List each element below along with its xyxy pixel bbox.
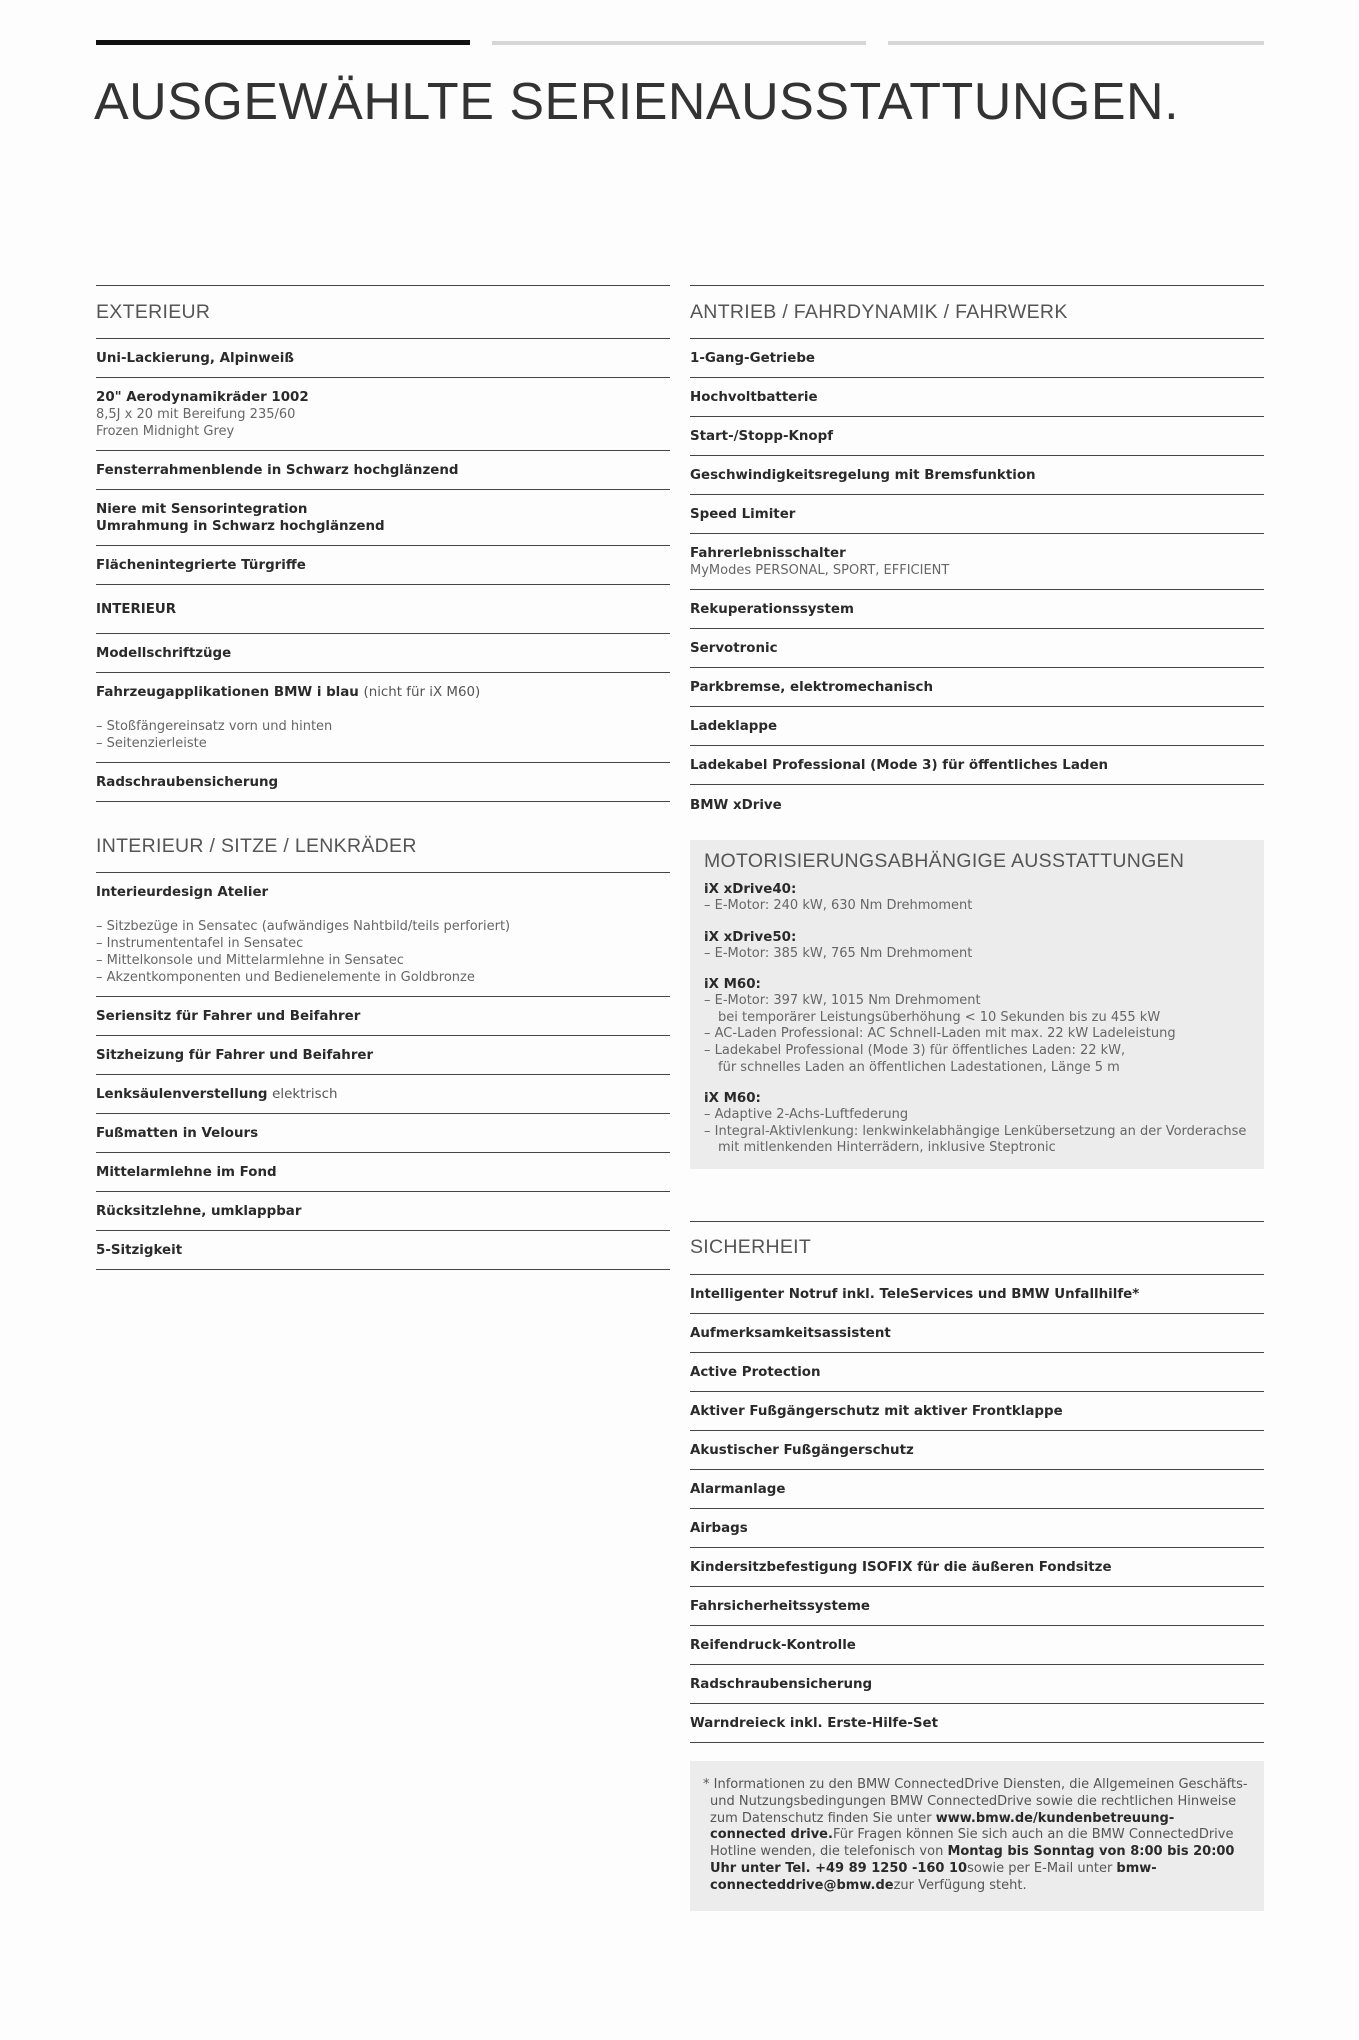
engine-block bbox=[704, 881, 1251, 915]
item-detail: – Stoßfängereinsatz vorn und hinten bbox=[96, 719, 333, 734]
sicherheit-list bbox=[690, 1275, 1264, 1743]
item-title-text: Start-/Stopp-Knopf bbox=[690, 429, 834, 444]
list-item-interieur bbox=[96, 585, 670, 634]
item-title bbox=[96, 884, 670, 901]
engine-name: iX xDrive50: bbox=[704, 929, 797, 945]
list-item bbox=[96, 673, 670, 763]
item-title bbox=[690, 545, 1264, 562]
list-item bbox=[96, 873, 670, 997]
item-title bbox=[690, 679, 1264, 696]
list-item bbox=[690, 668, 1264, 707]
item-detail: – Mittelkonsole und Mittelarmlehne in Sensatec bbox=[96, 953, 404, 968]
item-title: Aktiver Fußgängerschutz mit aktiver Frontklappe bbox=[690, 1403, 1063, 1419]
item-title-text: Fensterrahmenblende in Schwarz hochglänzend bbox=[96, 463, 459, 478]
item-detail: – Akzentkomponenten und Bedienelemente in Goldbronze bbox=[96, 970, 475, 985]
item-title: Intelligenter Notruf inkl. TeleServices und BMW Unfallhilfe* bbox=[690, 1286, 1140, 1302]
list-item bbox=[690, 1665, 1264, 1704]
item-title-text: Rücksitzlehne, umklappbar bbox=[96, 1204, 302, 1219]
item-title bbox=[96, 501, 670, 518]
spacer bbox=[96, 901, 670, 918]
list-item bbox=[690, 707, 1264, 746]
engine-detail: – Ladekabel Professional (Mode 3) für öffentliches Laden: 22 kW, bbox=[704, 1042, 1126, 1058]
list-item bbox=[96, 1114, 670, 1153]
item-title-text: Sitzheizung für Fahrer und Beifahrer bbox=[96, 1048, 374, 1063]
item-title: Active Protection bbox=[690, 1364, 821, 1380]
item-title-text: Fußmatten in Velours bbox=[96, 1126, 259, 1141]
item-title bbox=[96, 684, 670, 701]
page-tabs bbox=[96, 40, 1264, 45]
footnote-text: sowie per E-Mail unter bbox=[967, 1860, 1117, 1876]
engine-detail: – E-Motor: 385 kW, 765 Nm Drehmoment bbox=[704, 945, 973, 961]
item-title-text: Uni-Lackierung, Alpinweiß bbox=[96, 351, 294, 366]
page-title: AUSGEWÄHLTE SERIENAUSSTATTUNGEN. bbox=[94, 73, 1180, 131]
item-title bbox=[96, 1047, 670, 1064]
list-item bbox=[690, 1548, 1264, 1587]
item-title bbox=[96, 389, 670, 406]
item-extra: elektrisch bbox=[272, 1087, 338, 1102]
footnote-link[interactable]: www.bmw.de/kundenbetreuung-connected drive. bbox=[710, 1810, 1175, 1843]
antrieb-list bbox=[690, 339, 1264, 785]
item-detail: 8,5J x 20 mit Bereifung 235/60 bbox=[96, 407, 296, 422]
item-title-text: Fahrzeugapplikationen BMW i blau bbox=[96, 685, 359, 700]
item-title-text: Fahrerlebnisschalter bbox=[690, 546, 846, 561]
section-title-motorisierung: MOTORISIERUNGSABHÄNGIGE AUSSTATTUNGEN bbox=[704, 850, 1185, 872]
item-title-text: Lenksäulenverstellung bbox=[96, 1087, 268, 1102]
sicherheit-section bbox=[690, 1221, 1264, 1743]
footnote-hotline: Montag bis Sonntag von 8:00 bis 20:00 Uhr unter Tel. +49 89 1250 -160 10 bbox=[710, 1844, 1235, 1876]
item-title-text: Rekuperationssystem bbox=[690, 602, 854, 617]
section-title-sicherheit: SICHERHEIT bbox=[690, 1221, 1264, 1275]
item-detail: – Instrumententafel in Sensatec bbox=[96, 936, 304, 951]
footnote-text: zur Verfügung steht. bbox=[893, 1877, 1027, 1893]
list-item bbox=[690, 339, 1264, 378]
list-item bbox=[690, 495, 1264, 534]
item-title: Akustischer Fußgängerschutz bbox=[690, 1442, 914, 1458]
engine-detail: mit mitlenkenden Hinterrädern, inklusive Steptronic bbox=[718, 1140, 1056, 1156]
item-title-text: Ladekabel Professional (Mode 3) für öffentliches Laden bbox=[690, 758, 1109, 773]
item-detail: MyModes PERSONAL, SPORT, EFFICIENT bbox=[690, 563, 950, 578]
left-column bbox=[96, 285, 670, 1270]
footnote-email[interactable]: bmw-connecteddrive@bmw.de bbox=[710, 1860, 1157, 1893]
engine-block bbox=[704, 976, 1251, 1076]
item-title-line2: Umrahmung in Schwarz hochglänzend bbox=[96, 519, 385, 534]
item-title bbox=[96, 557, 670, 574]
list-item bbox=[690, 1587, 1264, 1626]
item-title: Airbags bbox=[690, 1520, 748, 1536]
list-item bbox=[690, 1704, 1264, 1743]
item-title: Fahrsicherheitssysteme bbox=[690, 1598, 871, 1614]
list-item bbox=[690, 378, 1264, 417]
list-item bbox=[690, 746, 1264, 785]
item-title bbox=[96, 1008, 670, 1025]
engine-block bbox=[704, 1090, 1251, 1157]
list-item bbox=[96, 1231, 670, 1270]
list-item bbox=[690, 1353, 1264, 1392]
item-extra: (nicht für iX M60) bbox=[363, 685, 481, 700]
item-title bbox=[690, 601, 1264, 618]
list-item bbox=[690, 534, 1264, 590]
item-title-text: Flächenintegrierte Türgriffe bbox=[96, 558, 306, 573]
list-item bbox=[690, 1470, 1264, 1509]
list-item bbox=[690, 1626, 1264, 1665]
interieur-list bbox=[96, 634, 670, 802]
item-title: Reifendruck-Kontrolle bbox=[690, 1637, 856, 1653]
item-title-text: Mittelarmlehne im Fond bbox=[96, 1165, 277, 1180]
item-title-text: Parkbremse, elektromechanisch bbox=[690, 680, 933, 695]
list-item bbox=[96, 451, 670, 490]
engine-name: iX xDrive40: bbox=[704, 882, 797, 897]
item-title bbox=[96, 774, 670, 791]
list-item bbox=[96, 378, 670, 451]
section-title-sitze: INTERIEUR / SITZE / LENKRÄDER bbox=[96, 820, 670, 873]
list-item bbox=[690, 1275, 1264, 1314]
list-item bbox=[690, 1509, 1264, 1548]
item-title bbox=[96, 1203, 670, 1220]
item-title bbox=[96, 462, 670, 479]
engine-detail: – Adaptive 2-Achs-Luftfederung bbox=[704, 1107, 909, 1123]
item-title-text: Ladeklappe bbox=[690, 719, 778, 734]
item-title: Alarmanlage bbox=[690, 1481, 786, 1497]
exterieur-list bbox=[96, 339, 670, 585]
item-title-text: Hochvoltbatterie bbox=[690, 390, 818, 405]
engine-detail: – Integral-Aktivlenkung: lenkwinkelabhängige Lenkübersetzung an der Vorderachse bbox=[704, 1123, 1247, 1139]
list-item bbox=[96, 634, 670, 673]
item-title bbox=[96, 1086, 670, 1103]
section-title-antrieb: ANTRIEB / FAHRDYNAMIK / FAHRWERK bbox=[690, 285, 1264, 339]
footnote-text: * Informationen zu den BMW ConnectedDrive Diensten, die Allgemeinen Geschäfts- und Nutzungsbedingungen BMW ConnectedDrive sowie die rechtlichen Hinweise zum Datenschutz finden Sie unter bbox=[703, 1776, 1248, 1826]
engine-detail: für schnelles Laden an öffentlichen Ladestationen, Länge 5 m bbox=[718, 1059, 1120, 1075]
list-item bbox=[96, 1192, 670, 1231]
list-item bbox=[690, 1431, 1264, 1470]
item-title-text: Servotronic bbox=[690, 641, 778, 656]
item-title: Radschraubensicherung bbox=[690, 1676, 873, 1692]
list-item bbox=[690, 1314, 1264, 1353]
list-item bbox=[96, 1075, 670, 1114]
item-title: Warndreieck inkl. Erste-Hilfe-Set bbox=[690, 1715, 939, 1731]
item-title-text: Seriensitz für Fahrer und Beifahrer bbox=[96, 1009, 361, 1024]
engine-block bbox=[704, 929, 1251, 963]
section-title-exterieur: EXTERIEUR bbox=[96, 285, 670, 339]
item-title-text: Radschraubensicherung bbox=[96, 775, 279, 790]
list-item bbox=[690, 1392, 1264, 1431]
item-title bbox=[690, 428, 1264, 445]
list-item bbox=[96, 490, 670, 546]
item-title bbox=[96, 1125, 670, 1142]
item-title: Kindersitzbefestigung ISOFIX für die äußeren Fondsitze bbox=[690, 1559, 1112, 1575]
list-item bbox=[690, 590, 1264, 629]
list-item bbox=[96, 997, 670, 1036]
footnote-text: Für Fragen können Sie sich auch an die BMW ConnectedDrive Hotline wenden, die telefonisch von bbox=[710, 1827, 1234, 1860]
item-title bbox=[690, 718, 1264, 735]
item-title-text: Speed Limiter bbox=[690, 507, 796, 522]
right-column bbox=[690, 285, 1264, 1911]
item-title bbox=[96, 1242, 670, 1259]
item-detail: Frozen Midnight Grey bbox=[96, 424, 235, 439]
item-title-text: Niere mit Sensorintegration bbox=[96, 502, 308, 517]
engine-detail: – AC-Laden Professional: AC Schnell-Laden mit max. 22 kW Ladeleistung bbox=[704, 1026, 1176, 1042]
item-title: INTERIEUR bbox=[96, 602, 177, 617]
engine-name: iX M60: bbox=[704, 977, 761, 993]
item-detail: – Seitenzierleiste bbox=[96, 736, 207, 751]
item-title bbox=[690, 640, 1264, 657]
item-title-text: 5-Sitzigkeit bbox=[96, 1243, 183, 1258]
tab-indicator bbox=[888, 41, 1264, 45]
item-detail: – Sitzbezüge in Sensatec (aufwändiges Nahtbild/teils perforiert) bbox=[96, 919, 511, 934]
item-title bbox=[96, 1164, 670, 1181]
engine-detail: – E-Motor: 240 kW, 630 Nm Drehmoment bbox=[704, 898, 973, 913]
item-title-text: Interieurdesign Atelier bbox=[96, 885, 269, 900]
spacer bbox=[96, 701, 670, 718]
list-item bbox=[96, 1153, 670, 1192]
item-title bbox=[96, 350, 670, 367]
list-item bbox=[690, 456, 1264, 495]
item-title-text: Geschwindigkeitsregelung mit Bremsfunktion bbox=[690, 468, 1036, 483]
item-title bbox=[690, 389, 1264, 406]
item-title: BMW xDrive bbox=[690, 798, 782, 813]
footnote bbox=[690, 1761, 1264, 1911]
engine-detail: bei temporärer Leistungsüberhöhung < 10 Sekunden bis zu 455 kW bbox=[718, 1009, 1161, 1025]
list-item bbox=[96, 1036, 670, 1075]
motorisierung-box bbox=[690, 840, 1264, 1169]
engine-name: iX M60: bbox=[704, 1091, 761, 1107]
item-title bbox=[690, 757, 1264, 774]
list-item bbox=[96, 339, 670, 378]
list-item bbox=[690, 417, 1264, 456]
list-item bbox=[690, 785, 1264, 824]
item-title: Aufmerksamkeitsassistent bbox=[690, 1325, 891, 1341]
list-item bbox=[96, 763, 670, 802]
tab-indicator-active bbox=[96, 40, 470, 45]
item-title bbox=[690, 467, 1264, 484]
list-item bbox=[690, 629, 1264, 668]
item-title bbox=[690, 506, 1264, 523]
sitze-list bbox=[96, 873, 670, 1270]
item-title-text: Modellschriftzüge bbox=[96, 646, 232, 661]
tab-indicator bbox=[492, 41, 866, 45]
item-title-text: 1-Gang-Getriebe bbox=[690, 351, 815, 366]
item-title bbox=[690, 350, 1264, 367]
item-title-text: 20" Aerodynamikräder 1002 bbox=[96, 390, 309, 405]
item-title bbox=[96, 645, 670, 662]
engine-list bbox=[704, 881, 1251, 1157]
engine-detail: – E-Motor: 397 kW, 1015 Nm Drehmoment bbox=[704, 993, 981, 1009]
list-item bbox=[96, 546, 670, 585]
